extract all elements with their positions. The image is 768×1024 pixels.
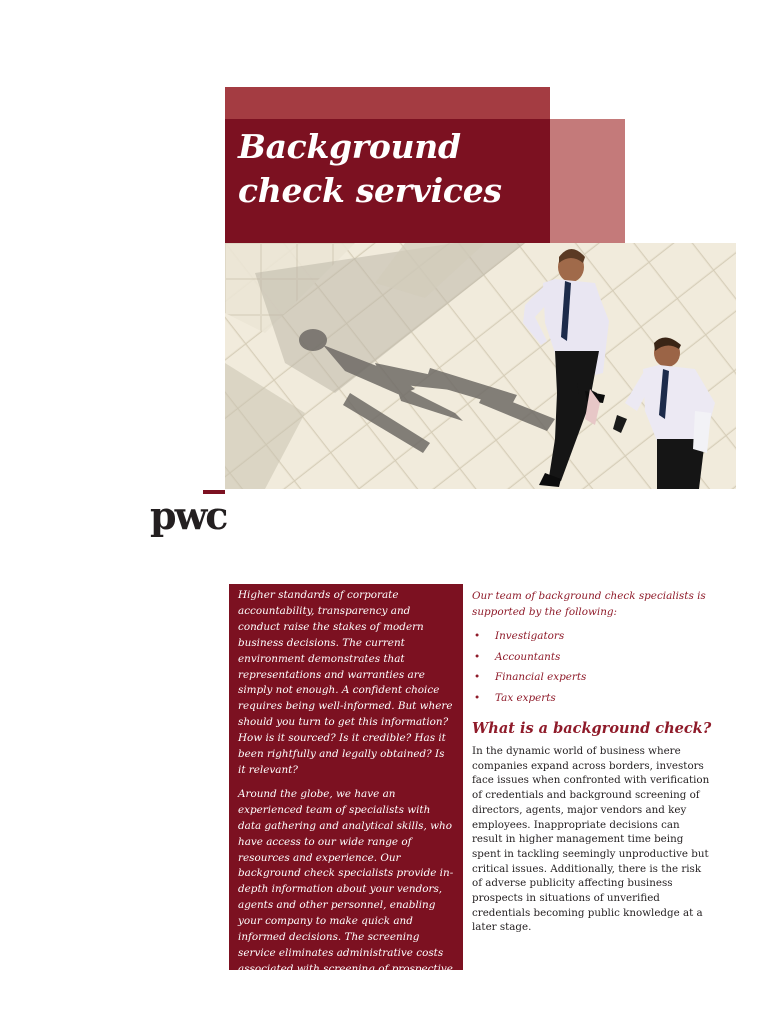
list-item: • Investigators <box>472 626 712 647</box>
list-item: • Accountants <box>472 647 712 668</box>
header-accent-bar <box>225 87 550 119</box>
list-item: • Financial experts <box>472 667 712 688</box>
specialist-list <box>472 626 712 708</box>
section-heading: What is a background check? <box>472 720 712 737</box>
section-body: In the dynamic world of business where companies expand across borders, investors face issues when confronted with verification of credentials and background screening of directors, agents, major vendors and key employees. Inappropriate decisions can result in higher management time being spent in tackling seemingly unproductive but critical issues. Additionally, there is the risk of adverse publicity affecting business prospects in situations of unverified credentials becoming public knowledge at a later stage. <box>472 745 710 934</box>
team-intro: Our team of background check specialists is supported by the following: <box>472 590 706 618</box>
title-block <box>225 119 550 243</box>
bullet-icon: • <box>474 650 481 663</box>
right-column <box>472 589 712 935</box>
page-title <box>238 125 502 213</box>
bullet-icon: • <box>474 691 481 704</box>
pwc-logo <box>150 488 250 548</box>
intro-paragraph-2: Around the globe, we have an experienced team of specialists with data gathering and analytical skills, who have access to our wide range of resources and experience. Our background check specialists provide in-depth information about your vendors, agents and other personnel, enabling your company to make quick and informed decisions. The screening service eliminates administrative costs associated with screening of prospective agents and personnel. <box>238 787 454 991</box>
title-line-2: check services <box>238 171 502 210</box>
logo-wordmark: pwc <box>150 493 227 538</box>
title-line-1: Background <box>238 127 461 166</box>
intro-paragraph-1: Higher standards of corporate accountability, transparency and conduct raise the stakes of modern business decisions. The current environment demonstrates that representations and warranties are simply not enough. A confident choice requires being well-informed. But where should you turn to get this information? How is it sourced? Is it credible? Has it been rightfully and legally obtained? Is it relevant? <box>238 589 453 776</box>
hero-photo <box>225 243 736 489</box>
intro-panel <box>229 584 463 991</box>
header-side-accent <box>550 119 625 243</box>
list-item: • Tax experts <box>472 688 712 709</box>
bullet-icon: • <box>474 671 481 683</box>
bullet-icon: • <box>474 630 481 642</box>
